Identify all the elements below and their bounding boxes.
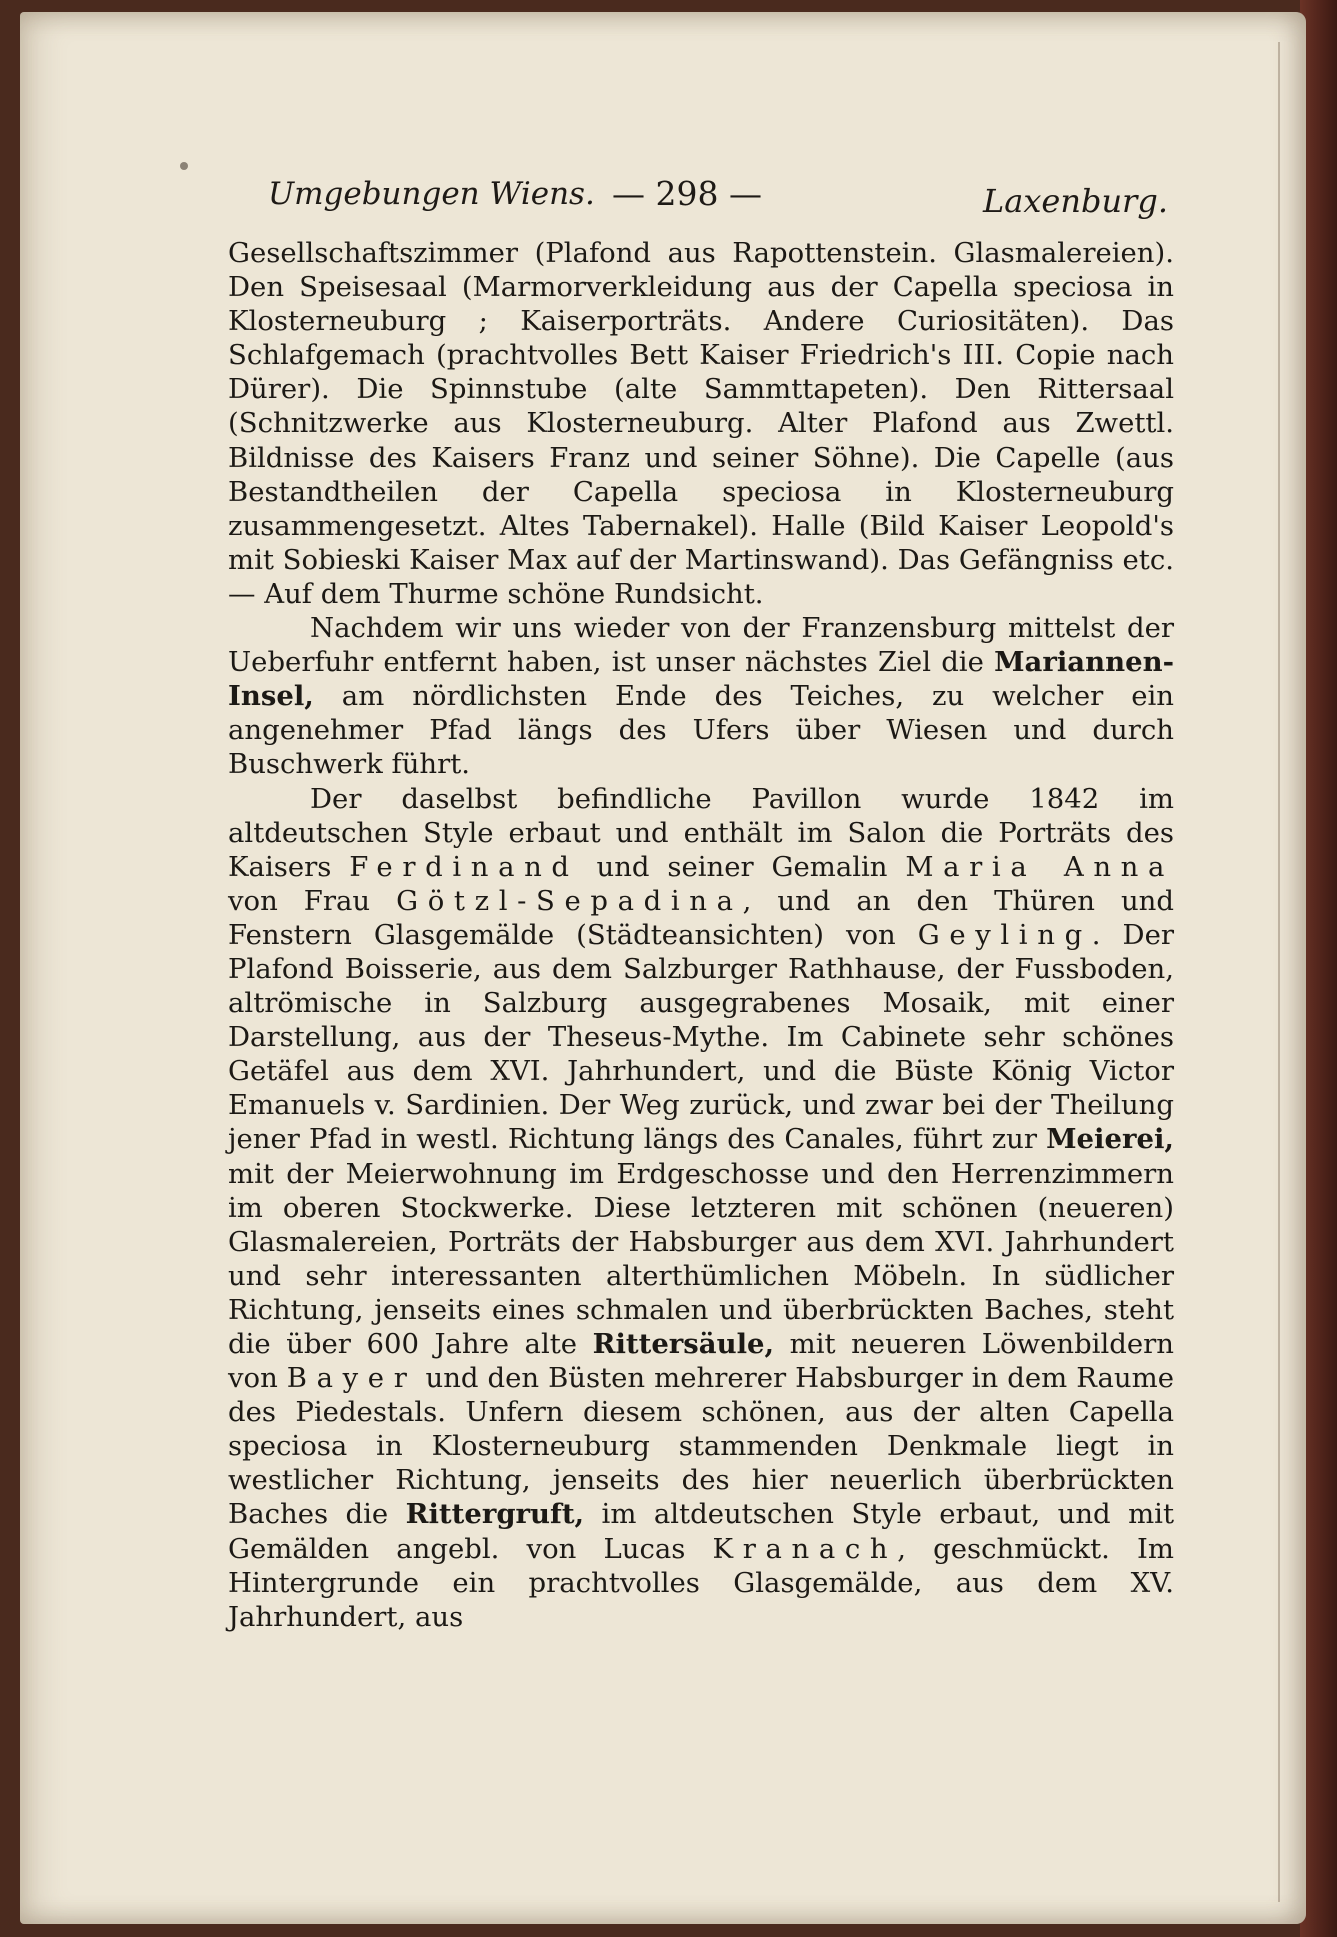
header-place-title: Laxenburg.: [983, 182, 1168, 220]
spaced-name: Ferdinand: [349, 850, 579, 883]
page-number: — 298 —: [612, 174, 762, 213]
paragraph: [228, 782, 1174, 1634]
page-edge: [1278, 42, 1292, 1902]
bold-term: Meierei,: [1046, 1123, 1174, 1156]
spaced-name: Kranach: [712, 1532, 898, 1565]
text-run: im altdeutschen Style erbaut, und mit Gemälden angebl. von Lucas: [228, 1498, 1174, 1565]
paragraph: [228, 236, 1174, 611]
text-run: und seiner Gemalin: [578, 850, 906, 883]
bold-term: Mariannen-Insel,: [228, 646, 1174, 713]
body-text: [228, 236, 1174, 1634]
text-run: am nördlichsten Ende des Teiches, zu welcher ein angenehmer Pfad längs des Ufers über Wiesen und durch Buschwerk führt.: [228, 680, 1174, 781]
spaced-name: Maria Anna: [905, 850, 1175, 883]
bold-term: Rittergruft,: [405, 1498, 585, 1531]
spaced-name: Geyling: [917, 918, 1092, 951]
bold-term: Rittersäule,: [592, 1328, 775, 1360]
text-run: Der daselbst befindliche Pavillon wurde 1842 im altdeutschen Style erbaut und enthält im Salon die Porträts des Kaisers: [228, 782, 1174, 883]
spaced-name: Bayer: [286, 1362, 417, 1395]
paragraph: [228, 611, 1174, 781]
ink-spot: [180, 162, 188, 170]
running-header: [268, 172, 1168, 228]
text-run: mit neueren Löwenbildern von: [228, 1328, 1175, 1395]
text-run: . Der Plafond Boisserie, aus dem Salzburger Rathhause, der Fussboden, altrömische in Salzburg ausgegrabenes Mosaik, mit einer Darstellung, aus der Theseus-Mythe. Im Cabinete sehr schönes Getäfel aus dem XVI. Jahrhundert, und die Büste König Victor Emanuels v. Sardinien. Der Weg zurück, und zwar bei der Theilung jener Pfad in westl. Richtung längs des Canales, führt zur: [228, 918, 1174, 1156]
text-run: Nachdem wir uns wieder von der Franzensburg mittelst der Ueberfuhr entfernt haben, ist unser nächstes Ziel die: [228, 612, 1174, 679]
text-run: und den Büsten mehrerer Habsburger in dem Raume des Piedestals. Unfern diesem schönen, aus der alten Capella speciosa in Klosterneuburg stammenden Denkmale liegt in westlicher Richtung, jenseits des hier neuerlich überbrückten Baches die: [228, 1362, 1174, 1531]
text-run: Gesellschaftszimmer (Plafond aus Rapottenstein. Glasmalereien). Den Speisesaal (Marmorverkleidung aus der Capella speciosa in Klosterneuburg ; Kaiserporträts. Andere Curiositäten). Das Schlafgemach (prachtvolles Bett Kaiser Friedrich's III. Copie nach Dürer). Die Spinnstube (alte Sammttapeten). Den Rittersaal (Schnitzwerke aus Klosterneuburg. Alter Plafond aus Zwettl. Bildnisse des Kaisers Franz und seiner Söhne). Die Capelle (aus Bestandtheilen der Capella speciosa in Klosterneuburg zusammengesetzt. Altes Tabernakel). Halle (Bild Kaiser Leopold's mit Sobieski Kaiser Max auf der Martinswand). Das Gefängniss etc. — Auf dem Thurme schöne Rundsicht.: [228, 237, 1174, 610]
spaced-name: Götzl-Sepadina: [396, 884, 743, 917]
header-section-title: Umgebungen Wiens.: [268, 176, 595, 212]
text-run: , und an den Thüren und Fenstern Glasgemälde (Städteansichten) von: [228, 884, 1174, 951]
text-run: mit der Meierwohnung im Erdgeschosse und den Herrenzimmern im oberen Stockwerke. Diese letzteren mit schönen (neueren) Glasmalereien, Porträts der Habsburger aus dem XVI. Jahrhundert und sehr interessanten alterthümlichen Möbeln. In südlicher Richtung, jenseits eines schmalen und überbrückten Baches, steht die über 600 Jahre alte: [228, 1157, 1174, 1360]
text-run: von Frau: [228, 884, 397, 917]
text-run: , geschmückt. Im Hintergrunde ein prachtvolles Glasgemälde, aus dem XV. Jahrhundert, aus: [228, 1532, 1174, 1633]
